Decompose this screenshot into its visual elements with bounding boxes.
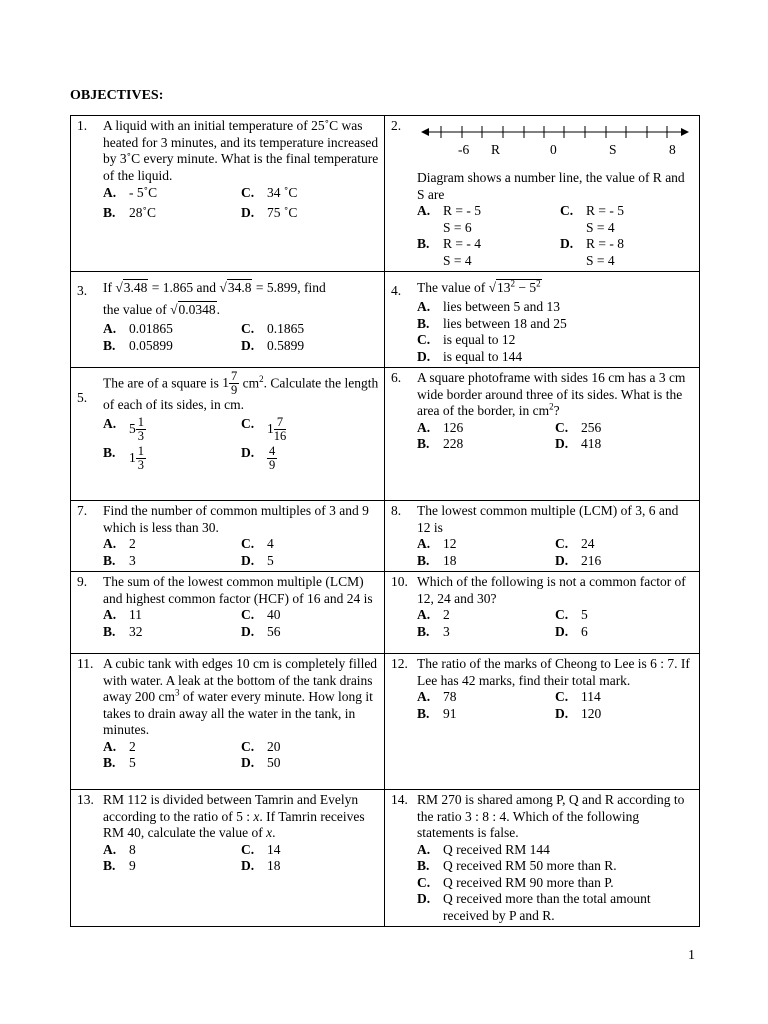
opt-value: 228 [443, 436, 464, 451]
opt-label: B. [417, 858, 430, 873]
opt-value: 3 [129, 552, 136, 568]
variable-x: x [266, 825, 273, 840]
opt-value: 5 [267, 552, 274, 568]
opt-label: B. [417, 552, 430, 568]
q-text: The sum of the lowest common multiple (LCM) and highest common factor (HCF) of 16 and 24 is [103, 574, 373, 606]
opt-label: C. [417, 874, 431, 890]
opt-label: B. [103, 552, 116, 568]
opt-value: Q received RM 90 more than P. [443, 874, 614, 890]
mixed-fraction [129, 445, 241, 472]
question-13 [71, 790, 385, 927]
q-text: If [103, 280, 112, 295]
q-number: 5. [77, 390, 88, 405]
question-9 [71, 572, 385, 654]
opt-value: is equal to 144 [443, 348, 523, 364]
whole: 1 [222, 375, 229, 391]
question-14 [385, 790, 700, 927]
opt-value: 12 [443, 536, 457, 551]
numerator: 7 [274, 416, 287, 430]
opt-value: 34 ˚C [267, 185, 298, 200]
opt-label: D. [555, 436, 569, 451]
opt-value-s: S = 4 [443, 252, 472, 268]
q-text: The are of a square is [103, 375, 219, 391]
opt-label: A. [417, 419, 431, 435]
radicand: 34.8 [227, 280, 252, 295]
opt-label: C. [241, 841, 255, 857]
sqrt-expression: √3.48 [115, 280, 148, 295]
opt-label: D. [241, 444, 255, 460]
opt-label: A. [103, 607, 117, 622]
q-number: 9. [77, 574, 88, 589]
fraction [267, 445, 380, 472]
q-number: 6. [391, 370, 402, 385]
opt-value: 2 [129, 738, 136, 754]
q-number: 1. [77, 118, 88, 133]
whole: 1 [129, 449, 136, 465]
opt-label: A. [103, 536, 117, 551]
opt-value-r: R = - 5 [586, 203, 624, 218]
opt-value: 18 [267, 858, 281, 873]
question-3 [71, 272, 385, 368]
sqrt-expression: $√13^2 - 5^2$ [488, 278, 541, 295]
q-text: . [216, 302, 221, 317]
variable-x: x [253, 808, 260, 824]
mixed-fraction [222, 370, 239, 397]
opt-value: 3 [443, 623, 450, 639]
opt-value-r: R = - 5 [443, 203, 481, 218]
opt-label: A. [103, 738, 117, 754]
opt-label: A. [417, 841, 431, 857]
opt-label: B. [103, 623, 116, 639]
q-number: 2. [391, 118, 402, 133]
question-1 [71, 116, 385, 272]
number-line-graphic [419, 120, 691, 144]
opt-value: 126 [443, 419, 464, 435]
radicand: 0.0348 [178, 302, 216, 317]
opt-value: 5 [581, 607, 588, 622]
opt-value: 28˚C [129, 204, 156, 220]
denominator: 16 [273, 428, 287, 443]
opt-value: 6 [581, 623, 588, 639]
opt-label: D. [241, 204, 255, 220]
opt-label: A. [417, 689, 431, 704]
opt-value: 0.1865 [267, 321, 305, 336]
opt-value: 24 [581, 536, 595, 551]
q-text: RM 270 is shared among P, Q and R according to the ratio 3 : 8 : 4. Which of the following statements is false. [417, 792, 685, 840]
question-6: 6. A square photoframe with sides 16 cm has a 3 cm wide border around three of its sides. What is the area of the border, in $cm^2$? A. 126 C. 256 B. 228 D. 418 [385, 368, 700, 501]
whole: 1 [267, 420, 274, 436]
opt-value: 418 [581, 436, 602, 451]
opt-label: D. [417, 348, 431, 364]
q-text: . [272, 825, 276, 840]
opt-label: B. [417, 436, 430, 451]
denominator: 9 [230, 383, 238, 397]
opt-value-r: R = - 8 [586, 236, 624, 251]
opt-value: 20 [267, 738, 281, 754]
opt-value: 2 [129, 536, 136, 551]
numerator: 7 [230, 369, 238, 383]
opt-value-s: S = 6 [443, 219, 472, 235]
opt-value: 114 [581, 689, 601, 704]
q-text: = 1.865 [151, 280, 194, 295]
q-text: A liquid with an initial temperature of 25˚C was heated for 3 minutes, and its temperature increased by 3˚C every minute. What is the final temperature of the liquid. [103, 118, 379, 183]
q-text: of water every minute. How long it takes to drain away all the water in the tank, in minutes. [103, 689, 373, 737]
q-number: 10. [391, 574, 408, 589]
sqrt-expression: √34.8 [219, 280, 252, 295]
opt-value: 91 [443, 705, 457, 721]
whole: 5 [129, 420, 136, 436]
opt-value: is equal to 12 [443, 332, 516, 347]
opt-label: A. [417, 299, 431, 314]
question-2 [385, 116, 700, 272]
sqrt-expression: √0.0348 [170, 302, 216, 317]
q-number: 7. [77, 503, 88, 518]
question-10 [385, 572, 700, 654]
question-8 [385, 501, 700, 572]
opt-value: 9 [129, 858, 136, 873]
opt-label: D. [241, 858, 255, 873]
opt-value: Q received more than the total amount received by P and R. [443, 891, 651, 923]
opt-label: B. [417, 315, 430, 331]
numerator: 4 [269, 443, 276, 458]
q-text: RM 112 is divided between Tamrin and Evelyn according to the ratio of 5 : [103, 792, 359, 824]
tick-label: R [491, 142, 501, 157]
opt-label: B. [417, 623, 430, 639]
opt-value: 14 [267, 841, 281, 857]
opt-label: C. [560, 203, 574, 218]
opt-value: 0.01865 [129, 321, 173, 336]
opt-value: 18 [443, 552, 457, 568]
opt-label: A. [103, 321, 117, 336]
opt-value: 120 [581, 705, 602, 721]
page-number: 1 [688, 948, 695, 963]
opt-label: D. [555, 705, 569, 721]
q-text: Which of the following is not a common factor of 12, 24 and 30? [417, 574, 686, 606]
q-text: . If Tamrin receives RM 40, calculate the value of [103, 808, 365, 840]
opt-value: 4 [267, 536, 274, 551]
opt-label: C. [241, 415, 255, 431]
opt-label: C. [555, 536, 569, 551]
q-text: A square photoframe with sides 16 cm has a 3 cm wide border around three of its sides. What is the area of the border, in cm [417, 370, 686, 418]
opt-value: Q received RM 50 more than R. [443, 858, 617, 873]
question-12 [385, 654, 700, 790]
opt-label: D. [241, 337, 255, 353]
q-number: 11. [77, 656, 94, 671]
q-number: 3. [77, 283, 88, 298]
q-text: Find the number of common multiples of 3 and 9 which is less than 30. [103, 503, 369, 535]
opt-label: D. [555, 552, 569, 568]
opt-label: A. [417, 203, 431, 218]
opt-label: D. [241, 755, 255, 770]
opt-value: lies between 5 and 13 [443, 299, 560, 314]
q-number: 8. [391, 503, 402, 518]
q-text: The lowest common multiple (LCM) of 3, 6 and 12 is [417, 503, 679, 535]
q-text: cm [242, 375, 260, 391]
opt-value: 2 [443, 607, 450, 622]
q-number: 14. [391, 792, 408, 807]
mixed-fraction [267, 416, 380, 443]
radicand: 3.48 [123, 280, 148, 295]
opt-value-s: S = 4 [586, 219, 615, 235]
tick-label: 8 [669, 142, 676, 157]
opt-value: 75 ˚C [267, 204, 298, 220]
opt-label: C. [555, 419, 569, 435]
tick-label: 0 [550, 142, 557, 157]
opt-label: B. [417, 236, 430, 251]
opt-label: D. [555, 623, 569, 639]
opt-value: 0.5899 [267, 337, 305, 353]
opt-label: B. [103, 204, 116, 220]
opt-label: D. [560, 236, 574, 251]
opt-label: C. [241, 536, 255, 551]
tick-label: -6 [458, 142, 470, 157]
opt-label: C. [555, 607, 569, 622]
q-text: and [196, 280, 217, 295]
opt-label: B. [103, 755, 116, 770]
tick-label: S [609, 142, 617, 157]
q-text: A cubic tank with edges 10 cm is completely filled with water. A leak at the bottom of the tank drains away 200 cm [103, 656, 378, 704]
opt-value: 256 [581, 419, 602, 435]
q-number: 13. [77, 792, 94, 807]
opt-label: C. [417, 332, 431, 347]
opt-label: C. [241, 321, 255, 336]
q-text: The value of [417, 280, 486, 295]
opt-value: 216 [581, 552, 602, 568]
q-text: the value of [103, 302, 167, 317]
denominator: 3 [137, 428, 144, 443]
opt-label: A. [417, 607, 431, 622]
opt-value: 78 [443, 689, 457, 704]
opt-value: 8 [129, 841, 136, 857]
opt-label: B. [103, 444, 116, 460]
q-text: Diagram shows a number line, the value of R and S are [417, 170, 685, 202]
questions-table [70, 115, 700, 927]
q-text: = 5.899 [255, 280, 298, 295]
opt-label: B. [103, 858, 116, 873]
opt-label: C. [241, 738, 255, 754]
question-7 [71, 501, 385, 572]
question-4 [385, 272, 700, 368]
opt-label: A. [417, 536, 431, 551]
number-line [417, 118, 695, 158]
question-11: 11. A cubic tank with edges 10 cm is completely filled with water. A leak at the bottom of the tank drains away 200 $cm^3$ of water every minute. How long it takes to drain away all the water in the tank, in minutes. A. 2 C. 20 B. 5 D. 50 [71, 654, 385, 790]
q-text: . Calculate the length of each of its sides, in cm. [103, 375, 379, 412]
opt-value-s: S = 4 [586, 252, 615, 268]
page-heading: OBJECTIVES: [70, 88, 164, 103]
opt-value: 50 [267, 755, 281, 770]
q-number: 12. [391, 656, 408, 671]
opt-label: C. [241, 185, 255, 200]
denominator: 3 [137, 457, 144, 472]
opt-label: A. [103, 841, 117, 857]
q-number: 4. [391, 283, 402, 298]
opt-value: - 5˚C [129, 185, 158, 200]
opt-value: 40 [267, 607, 281, 622]
opt-value: lies between 18 and 25 [443, 315, 567, 331]
opt-label: C. [241, 607, 255, 622]
mixed-fraction [129, 416, 241, 443]
opt-value: 5 [129, 755, 136, 770]
denominator: 9 [269, 457, 276, 472]
opt-value: 56 [267, 623, 281, 639]
opt-value: 11 [129, 607, 142, 622]
opt-label: A. [103, 185, 117, 200]
opt-value: 0.05899 [129, 337, 173, 353]
opt-label: B. [417, 705, 430, 721]
opt-label: C. [555, 689, 569, 704]
q-text: , find [297, 280, 326, 295]
opt-value: Q received RM 144 [443, 841, 550, 857]
opt-value-r: R = - 4 [443, 236, 481, 251]
opt-label: D. [241, 623, 255, 639]
question-5: 5. The are of a square is 1 $\frac{7}{9}$ $cm^2$. Calculate the length of each of its sides, in cm. A. 5 $\frac{1}{3}$ C. 1 $\frac{7}{16}$ B. 1 $\frac{1}{3}$ D. $\frac{4}{9}$ [71, 368, 385, 501]
q-text: The ratio of the marks of Cheong to Lee is 6 : 7. If Lee has 42 marks, find their total mark. [417, 656, 690, 688]
opt-label: D. [417, 891, 431, 906]
opt-label: A. [103, 415, 117, 431]
numerator: 1 [137, 414, 144, 429]
numerator: 1 [137, 443, 144, 458]
opt-label: D. [241, 552, 255, 568]
opt-label: B. [103, 337, 116, 353]
opt-value: 32 [129, 623, 143, 639]
